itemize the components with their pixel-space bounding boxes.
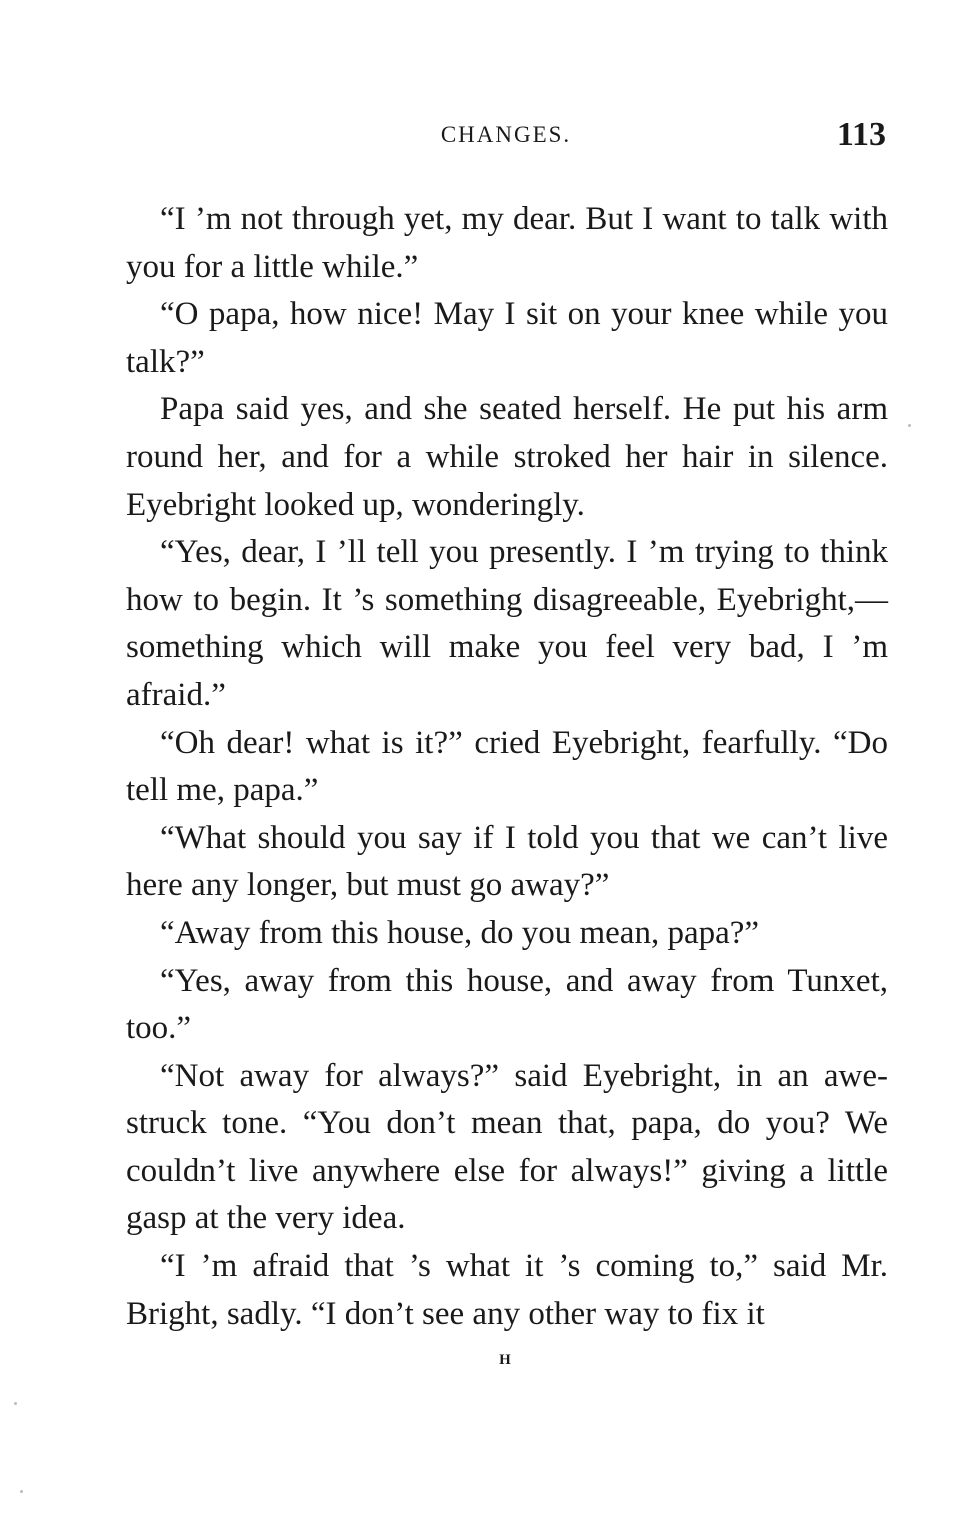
running-title: CHANGES.	[440, 122, 572, 147]
paragraph: “Yes, away from this house, and away from Tunxet, too.”	[126, 962, 888, 1047]
paper-speck	[908, 424, 911, 427]
paper-speck	[20, 1490, 23, 1493]
paragraph: “I ’m afraid that ’s what it ’s coming to,” said Mr. Bright, sadly. “I don’t see any other way to fix it	[126, 1248, 888, 1332]
paragraph: “Away from this house, do you mean, papa?”	[160, 914, 760, 951]
paragraph: Papa said yes, and she seated herself. He put his arm round her, and for a while stroked her hair in silence. Eyebright looked up, wonderingly.	[126, 391, 888, 523]
running-head	[126, 112, 886, 156]
page-number: 113	[836, 116, 886, 153]
body-text	[126, 196, 888, 1338]
paragraph: “Yes, dear, I ’ll tell you presently. I ’m trying to think how to begin. It ’s something disagreeable, Eyebright,—something which will make you feel very bad, I ’m afraid.”	[126, 534, 888, 713]
paper-speck	[14, 1402, 17, 1405]
paragraph: “Oh dear! what is it?” cried Eyebright, fearfully. “Do tell me, papa.”	[126, 724, 888, 809]
signature-mark: H	[499, 1352, 511, 1368]
paragraph: “Not away for always?” said Eyebright, in an awe-struck tone. “You don’t mean that, papa, do you? We couldn’t live anywhere else for always!” giving a little gasp at the very idea.	[126, 1057, 888, 1237]
paragraph: “I ’m not through yet, my dear. But I want to talk with you for a little while.”	[126, 201, 888, 285]
paragraph: “O papa, how nice! May I sit on your knee while you talk?”	[126, 296, 888, 380]
paragraph: “What should you say if I told you that we can’t live here any longer, but must go away?”	[126, 819, 888, 904]
